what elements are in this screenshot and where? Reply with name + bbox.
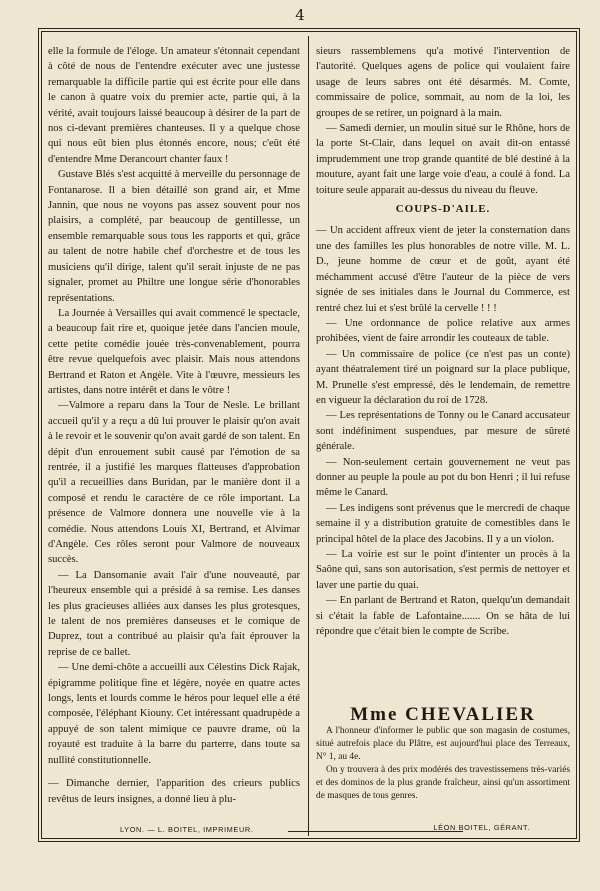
advertisement-paragraph: On y trouvera à des prix modérés des travestissemens très-variés et des dominos de la plus grande fraîcheur, ainsi qu'un assortiment de masques de tous genres. [316,765,570,801]
left-paragraph: Gustave Blés s'est acquitté à merveille du personnage de Fontanarose. Il a bien détaillé son grand air, et Mme Jannin, que nous ne voyons pas assez souvent pour nos plaisirs, a complété, par beaucoup de gentillesse, un ensemble remarquable sous tous les rapports et qui, grâce au talent de notre habile chef d'orchestre et de tous les musiciens qu'il dirige, talent qu'il serait injuste de ne pas signaler, promet au Philtre une longue série d'honorables représentations. [48,169,300,304]
right-item: — La voirie est sur le point d'intenter un procès à la Saône qui, sans son autorisation, s'est permis de nettoyer et laver une partie du quai. [316,549,570,591]
printer-credit: LYON. — L. BOITEL, IMPRIMEUR. [120,825,254,834]
left-paragraph: elle la formule de l'éloge. Un amateur s'étonnait cependant à côté de nous de l'entendre exécuter avec une justesse remarquable la difficile partie qui est écrite pour elle dans le canon à quatre voix du premier acte, partie qui, à la vérité, avait toujours laissé beaucoup à désirer de la part de nos ci-devant premières chanteuses. Il y a quelque chose qui nous eût bien plus étonnés encore, nous; c'eût été d'entendre Mme Derancourt chanter faux ! [48,46,300,165]
advertisement [316,704,570,818]
right-column [316,44,570,699]
right-paragraph: — Samedi dernier, un moulin situé sur le Rhône, hors de la porte St-Clair, dans lequel on avait dit-on entassé imprudemment une trop grande quantité de blé destiné à la mouture, ayant fait une large voie d'eau, a coulé à fond. La toiture seule apparait au-dessus du niveau du fleuve. [316,123,570,196]
left-paragraph: — La Dansomanie avait l'air d'une nouveauté, par l'heureux ensemble qui a présidé à sa remise. Les danses les plus gracieuses alliées aux danses les plus grotesques, le talent de nos premières danseuses et le comique de Duprez, tout a contribué au plaisir qu'a fait éprouver la reprise de ce ballet. [48,569,300,658]
right-item: — Un commissaire de police (ce n'est pas un conte) ayant théatralement tiré un poignard sur la place publique, M. Prunelle s'est empressé, dès le lendemain, de remettre en vigueur la déclaration du roi de 1728. [316,348,570,406]
right-paragraph: sieurs rassemblemens qu'a motivé l'intervention de l'autorité. Quelques agens de police qui voulaient faire usage de leurs sabres ont été désarmés. M. Comte, commissaire de police, sommait, au nom de la loi, les groupes de se retirer, un poignard à la main. [316,46,570,119]
left-paragraph: — Une demi-chôte a accueilli aux Célestins Dick Rajak, épigramme politique fine et légère, noyée en quatre actes longs, lents et lourds comme le héros pour lequel elle a été composée, l'éléphant Kiouny. Cet intéressant quadrupède a appuyé de son talent mimique ce pauvre drame, où la royauté est traduite à la barre du parterre, dans toute sa nullité constitutionnelle. [48,662,300,766]
right-item: — Les représentations de Tonny ou le Canard accusateur sont indéfiniment suspendues, par mesure de sûreté générale. [316,410,570,453]
column-divider [308,36,309,836]
right-item: — Non-seulement certain gouvernement ne veut pas donner au peuple la poule au pot du bon Henri ; il lui refuse même le Canard. [316,456,570,499]
left-paragraph: La Journée à Versailles qui avait commencé le spectacle, a beaucoup fait rire et, quoique jetée dans l'ancien moule, cette petite comédie jouée très-convenablement, pourra être revue quelquefois avec plaisir. Mais nous attendons Bertrand et Raton et Angèle. Vite à l'œuvre, messieurs les artistes, dans notre intérêt et dans le vôtre ! [48,307,300,396]
advertisement-paragraph: A l'honneur d'informer le public que son magasin de costumes, situé autrefois place du Plâtre, est aujourd'hui place des Terreaux, N° 1, au 4e. [316,726,570,762]
section-heading: COUPS-D'AILE. [395,203,491,216]
advertisement-title: Mme CHEVALIER [350,704,536,725]
manager-credit: LÉON BOITEL, GÉRANT. [433,823,530,832]
left-column [48,44,300,826]
left-paragraph: —Valmore a reparu dans la Tour de Nesle. Le brillant accueil qu'il y a reçu a dû lui prouver le plaisir qu'on avait à le revoir et le souvenir qu'on avait gardé de son talent. En dépit d'un enrouement subit causé par l'émotion de sa rentrée, il a justifié les marques flatteuses d'approbation qu'il a recueillies dans Buridan, par le manière dont il a composé et rendu le caractère de ce rôle important. La présence de Valmore donnera une nouvelle vie à la comédie. Nous attendons Louis XI, Bertrand, et Alvimar d'Angèle. Ces rôles seront pour Valmore de nouveaux succès. [48,400,300,566]
right-item: — En parlant de Bertrand et Raton, quelqu'un demandait si c'était la fable de Lafontaine....... On se hâta de lui répondre que c'était bien le compte de Scribe. [316,595,570,638]
right-item: — Les indigens sont prévenus que le mercredi de chaque semaine il y a distribution gratuite de comestibles dans le principal hôtel de la place des Jacobins. Il y a un violon. [316,502,570,545]
right-item: — Un accident affreux vient de jeter la consternation dans une des familles les plus honorables de notre ville. M. L. D., jeune homme de cœur et de goût, ayant été méchamment accusé d'être l'auteur de la pièce de vers signée de ses initiales dans le Journal du Commerce, est rentré chez lui et s'est brûlé la cervelle ! ! ! [316,225,570,314]
footer [48,823,570,837]
right-item: — Une ordonnance de police relative aux armes prohibées, vient de faire arrondir les couteaux de table. [316,317,570,345]
page-number: 4 [295,6,305,24]
left-paragraph: — Dimanche dernier, l'apparition des crieurs publics revêtus de leurs insignes, a donné lieu à plu- [48,778,300,805]
